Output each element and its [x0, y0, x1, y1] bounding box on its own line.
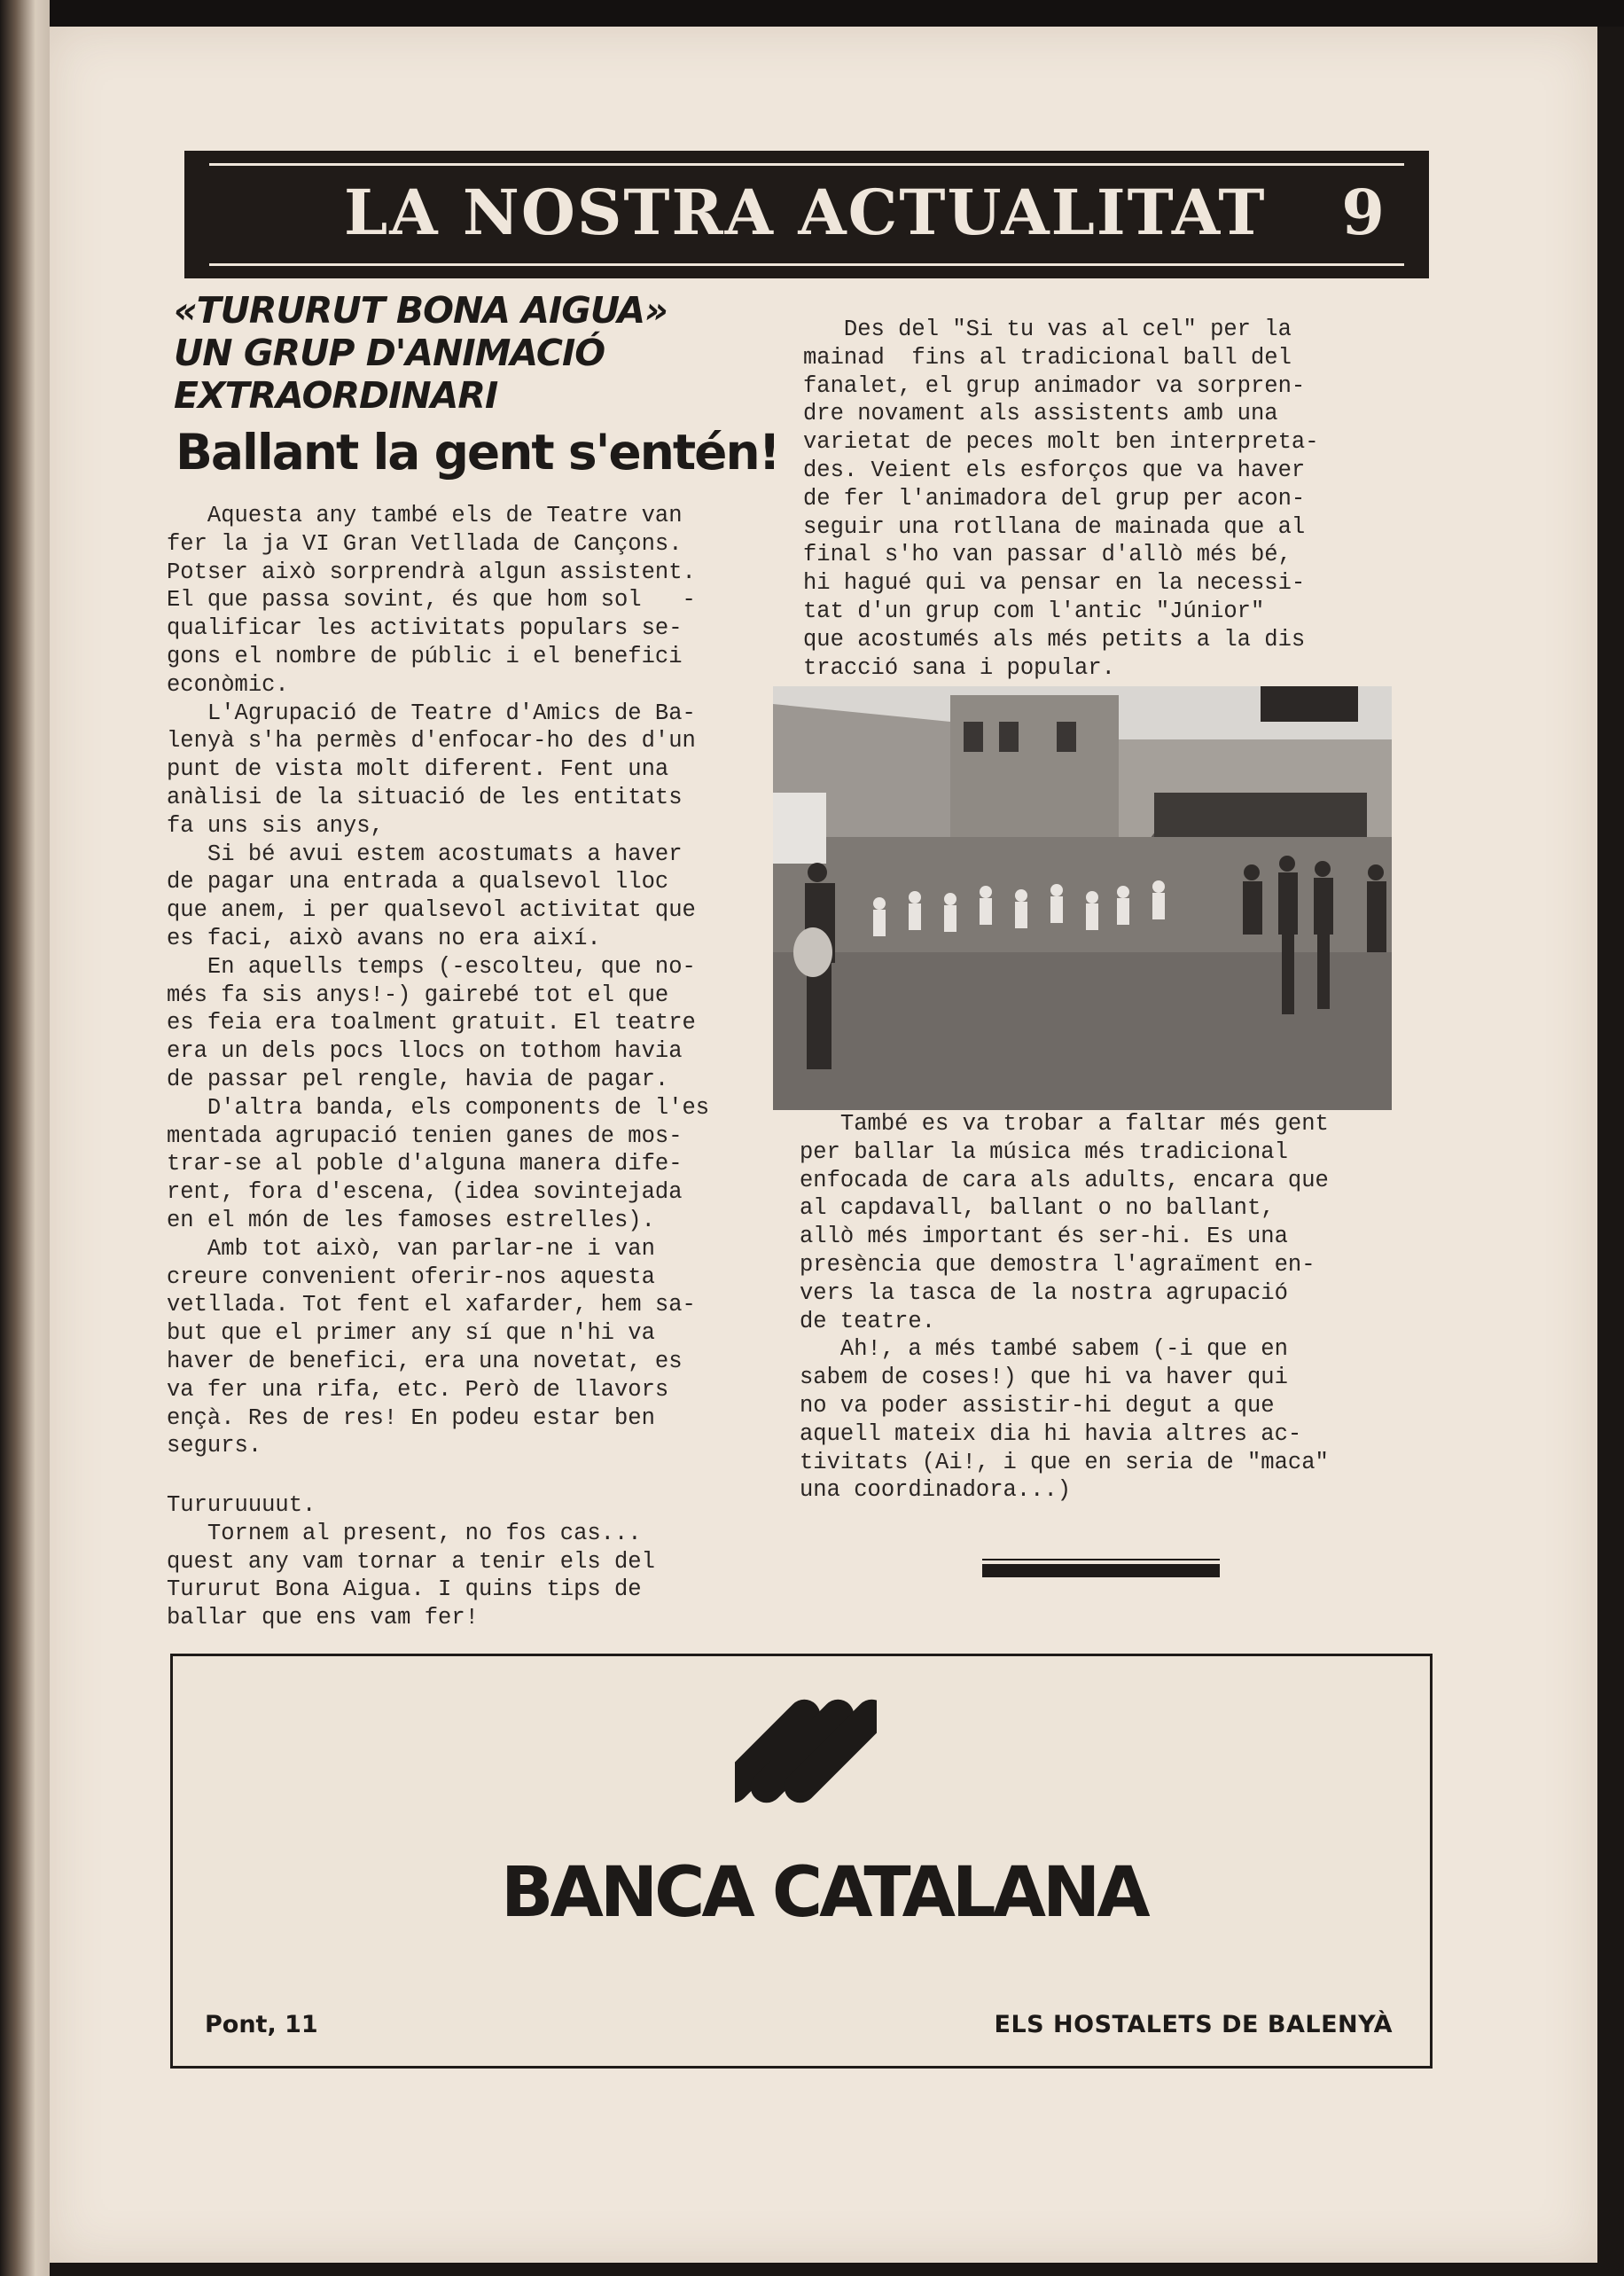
paragraph-line: vers la tasca de la nostra agrupació: [800, 1279, 1288, 1306]
paragraph-line: Aquesta any també els de Teatre van: [167, 503, 683, 528]
paragraph-line: Tururut Bona Aigua. I quins tips de: [167, 1576, 642, 1603]
paragraph-line: hi hagué qui va pensar en la necessi-: [803, 570, 1306, 597]
paragraph-line: més fa sis anys!-) gairebé tot el que: [167, 982, 669, 1008]
paragraph-line: que anem, i per qualsevol activitat que: [167, 897, 696, 924]
paragraph-line: Ah!, a més també sabem (-i que en: [800, 1336, 1288, 1363]
paragraph-line: enfocada de cara als adults, encara que: [800, 1167, 1329, 1193]
paragraph-line: de teatre.: [800, 1308, 936, 1334]
paragraph-line: L'Agrupació de Teatre d'Amics de Ba-: [167, 700, 696, 726]
paragraph-line: qualificar les activitats populars se-: [167, 615, 683, 642]
paragraph-line: econòmic.: [167, 671, 289, 698]
paragraph-line: ençà. Res de res! En podeu estar ben: [167, 1404, 655, 1431]
paragraph-line: que acostumés als més petits a la dis: [803, 626, 1306, 653]
paragraph-line: Des del "Si tu vas al cel" per la: [803, 317, 1292, 342]
dance-photo: [773, 686, 1392, 1110]
banca-catalana-logo-icon: [735, 1693, 877, 1826]
bank-town: ELS HOSTALETS DE BALENYÀ: [994, 2011, 1393, 2038]
paragraph-line: mainad fins al tradicional ball del: [803, 344, 1292, 371]
paragraph-line: no va poder assistir-hi degut a que: [800, 1392, 1275, 1419]
article-headline: [174, 289, 794, 417]
paragraph-line: segurs.: [167, 1433, 262, 1459]
section-title: LA NOSTRA ACTUALITAT: [344, 176, 1267, 249]
paragraph-line: ballar que ens vam fer!: [167, 1605, 479, 1631]
paragraph-line: de passar pel rengle, havia de pagar.: [167, 1066, 669, 1092]
article-column-left-ending: [167, 1491, 734, 1632]
paragraph-line: des. Veient els esforços que va haver: [803, 457, 1306, 483]
paragraph-line: trar-se al poble d'alguna manera dife-: [167, 1151, 683, 1177]
paragraph-line: una coordinadora...): [800, 1477, 1072, 1504]
paragraph-line: es feia era toalment gratuit. El teatre: [167, 1010, 696, 1036]
paragraph-line: El que passa sovint, és que hom sol -: [167, 587, 696, 614]
paragraph-line: rent, fora d'escena, (idea sovintejada: [167, 1179, 683, 1206]
paragraph-line: Tornem al present, no fos cas...: [167, 1520, 642, 1546]
paragraph-line: aquell mateix dia hi havia altres ac-: [800, 1420, 1302, 1447]
section-divider-thin: [982, 1559, 1220, 1560]
paragraph-line: but que el primer any sí que n'hi va: [167, 1320, 655, 1347]
banner-rule-bottom: [209, 263, 1404, 266]
section-banner: [184, 151, 1429, 278]
bank-address: Pont, 11: [205, 2011, 318, 2038]
paragraph-line: de fer l'animadora del grup per acon-: [803, 485, 1306, 512]
paragraph-line: fanalet, el grup animador va sorpren-: [803, 372, 1306, 399]
paragraph-line: per ballar la música més tradicional: [800, 1138, 1288, 1165]
page-number: 9: [1341, 176, 1385, 249]
paragraph-line: varietat de peces molt ben interpreta-: [803, 429, 1319, 456]
article-column-left: [167, 502, 734, 1460]
photo-illustration: [773, 686, 1392, 1110]
banner-rule-top: [209, 163, 1404, 166]
paragraph-line: es faci, això avans no era així.: [167, 925, 601, 951]
paragraph-line: gons el nombre de públic i el benefici: [167, 643, 683, 669]
paragraph-line: presència que demostra l'agraïment en-: [800, 1251, 1316, 1278]
paragraph-line: vetllada. Tot fent el xafarder, hem sa-: [167, 1292, 696, 1318]
paragraph-line: seguir una rotllana de mainada que al: [803, 513, 1306, 540]
paragraph-line: També es va trobar a faltar més gent: [800, 1111, 1329, 1137]
paragraph-line: Tururuuuut.: [167, 1492, 316, 1518]
bank-name: BANCA CATALANA: [501, 1853, 1147, 1933]
paragraph-line: sabem de coses!) que hi va haver qui: [800, 1365, 1288, 1391]
bank-advertisement: [170, 1654, 1433, 2069]
paragraph-line: fa uns sis anys,: [167, 812, 384, 839]
paragraph-line: allò més important és ser-hi. Es una: [800, 1224, 1288, 1250]
paragraph-line: haver de benefici, era una novetat, es: [167, 1348, 683, 1374]
paragraph-line: final s'ho van passar d'allò més bé,: [803, 542, 1292, 568]
paragraph-line: anàlisi de la situació de les entitats: [167, 784, 683, 810]
paragraph-line: D'altra banda, els components de l'es: [167, 1094, 710, 1121]
paragraph-line: Potser això sorprendrà algun assistent.: [167, 559, 696, 585]
headline-line: UN GRUP D'ANIMACIÓ: [174, 332, 605, 374]
paragraph-line: En aquells temps (-escolteu, que no-: [167, 953, 696, 980]
paragraph-line: va fer una rifa, etc. Però de llavors: [167, 1376, 669, 1403]
paragraph-line: creure convenient oferir-nos aquesta: [167, 1263, 655, 1290]
paragraph-line: tivitats (Ai!, i que en seria de "maca": [800, 1449, 1329, 1475]
paragraph-line: quest any vam tornar a tenir els del: [167, 1548, 655, 1575]
paragraph-line: dre novament als assistents amb una: [803, 401, 1278, 427]
paragraph-line: Si bé avui estem acostumats a haver: [167, 841, 683, 867]
article-column-right-top: [803, 316, 1370, 682]
article-column-right-bottom: [800, 1110, 1367, 1505]
paragraph-line: fer la ja VI Gran Vetllada de Cançons.: [167, 530, 683, 557]
paragraph-line: mentada agrupació tenien ganes de mos-: [167, 1122, 683, 1149]
paragraph-line: era un dels pocs llocs on tothom havia: [167, 1038, 683, 1065]
paragraph-line: tracció sana i popular.: [803, 654, 1115, 681]
paragraph-line: Amb tot això, van parlar-ne i van: [167, 1235, 655, 1262]
paragraph-line: de pagar una entrada a qualsevol lloc: [167, 869, 669, 896]
article-subhead: Ballant la gent s'entén!: [176, 424, 779, 481]
headline-line: EXTRAORDINARI: [174, 374, 498, 417]
paragraph-line: en el món de les famoses estrelles).: [167, 1207, 655, 1233]
binding-spine: [0, 0, 50, 2276]
headline-line: «TURURUT BONA AIGUA»: [174, 289, 668, 332]
paragraph-line: punt de vista molt diferent. Fent una: [167, 756, 669, 783]
scan-top-edge: [0, 0, 1624, 27]
paragraph-line: tat d'un grup com l'antic "Júnior": [803, 598, 1265, 624]
paragraph-line: al capdavall, ballant o no ballant,: [800, 1195, 1275, 1222]
section-divider: [982, 1564, 1220, 1577]
paragraph-line: lenyà s'ha permès d'enfocar-ho des d'un: [167, 728, 696, 755]
